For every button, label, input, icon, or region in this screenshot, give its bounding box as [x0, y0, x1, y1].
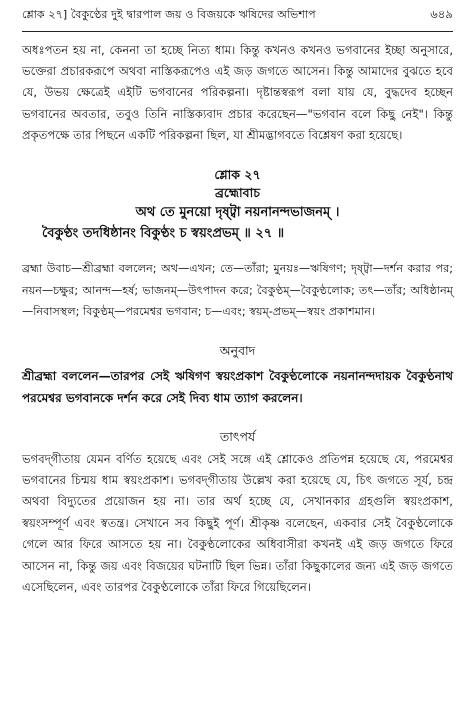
verse-speaker: ব্রহ্মোবাচ — [214, 185, 261, 201]
verse-line-1: অথ তে মুনয়ো দৃষ্ট্বা নয়নানন্দভাজনম্ । — [135, 205, 340, 221]
synonyms-paragraph: ব্রহ্মা উবাচ—শ্রীব্রহ্মা বললেন; অথ—এখন; তে—তাঁরা; মুনয়ঃ—ঋষিগণ; দৃষ্ট্বা—দর্শন করার পর; নয়ন—চক্ষুর; আনন্দ—হর্ষ; ভাজনম্—উৎপাদন করে; বৈকুণ্ঠম্—বৈকুণ্ঠলোক; তৎ—তাঁর; অধিষ্ঠানম্—নিবাসস্থল; বিকুণ্ঠম্—পরমেশ্বর ভগবান; চ—এবং; স্বয়ম্-প্রভম্—স্বয়ং প্রকাশমান। — [22, 262, 453, 319]
purport-heading: তাৎপর্য — [219, 428, 256, 444]
page-header — [22, 6, 453, 25]
verse-number: শ্লোক ২৭ — [214, 167, 261, 183]
running-title: শ্লোক ২৭] বৈকুণ্ঠের দুই দ্বারপাল জয় ও বিজয়কে ঋষিদের অভিশাপ — [22, 8, 316, 21]
header-rule — [22, 31, 453, 32]
page-number: ৬৪৯ — [430, 7, 453, 21]
intro-paragraph: অধঃপতন হয় না, কেননা তা হচ্ছে নিত্য ধাম। কিন্তু কখনও কখনও ভগবানের ইচ্ছা অনুসারে, ভক্তেরা প্রচারকরূপে অথবা নাস্তিকরূপেও এই জড় জগতে আসেন। কিন্তু আমাদের বুঝতে হবে যে, উভয় ক্ষেত্রেই এইটি ভগবানের পরিকল্পনা। দৃষ্টান্তস্বরূপ বলা যায় যে, বুদ্ধদেব হচ্ছেন ভগবানের অবতার, তবুও তিনি নাস্তিক্যবাদ প্রচার করেছেন—"ভগবান বলে কিছু নেই"। কিন্তু প্রকৃতপক্ষে তার পিছনে একটি পরিকল্পনা ছিল, যা শ্রীমদ্ভাগবতে বিশ্লেষণ করা হয়েছে। — [22, 43, 453, 142]
verse-line-2: বৈকুণ্ঠং তদধিষ্ঠানং বিকুণ্ঠং চ স্বয়ংপ্রভম্ ॥ ২৭ ॥ — [42, 226, 285, 242]
translation-paragraph: শ্রীব্রহ্মা বললেন—তারপর সেই ঋষিগণ স্বয়ংপ্রকাশ বৈকুণ্ঠলোকে নয়নানন্দদায়ক বৈকুণ্ঠনাথ পরমেশ্বর ভগবানকে দর্শন করে সেই দিব্য ধাম ত্যাগ করলেন। — [22, 368, 453, 405]
translation-heading: অনুবাদ — [219, 342, 256, 358]
purport-paragraph: ভগবদ্‌গীতায় যেমন বর্ণিত হয়েছে এবং সেই সঙ্গে এই শ্লোকেও প্রতিপন্ন হয়েছে যে, পরমেশ্বর ভগবানের চিন্ময় ধাম স্বয়ংপ্রকাশ। ভগবদ্‌গীতায় উল্লেখ করা হয়েছে যে, চিৎ জগতে সূর্য, চন্দ্র অথবা বিদ্যুতের প্রয়োজন হয় না। তার অর্থ হচ্ছে যে, সেখানকার গ্রহগুলি স্বয়ংপ্রকাশ, স্বয়ংসম্পূর্ণ এবং স্বতন্ত্র। সেখানে সব কিছুই পূর্ণ। শ্রীকৃষ্ণ বলেছেন, একবার সেই বৈকুণ্ঠলোকে গেলে আর ফিরে আসতে হয় না। বৈকুণ্ঠলোকের অধিবাসীরা কখনই এই জড় জগতে ফিরে আসেন না, কিন্তু জয় এবং বিজয়ের ঘটনাটি ছিল ভিন্ন। তাঁরা কিছুকালের জন্য এই জড় জগতে এসেছিলেন, এবং তারপর বৈকুণ্ঠলোকে তাঁরা ফিরে গিয়েছিলেন। — [22, 451, 453, 594]
